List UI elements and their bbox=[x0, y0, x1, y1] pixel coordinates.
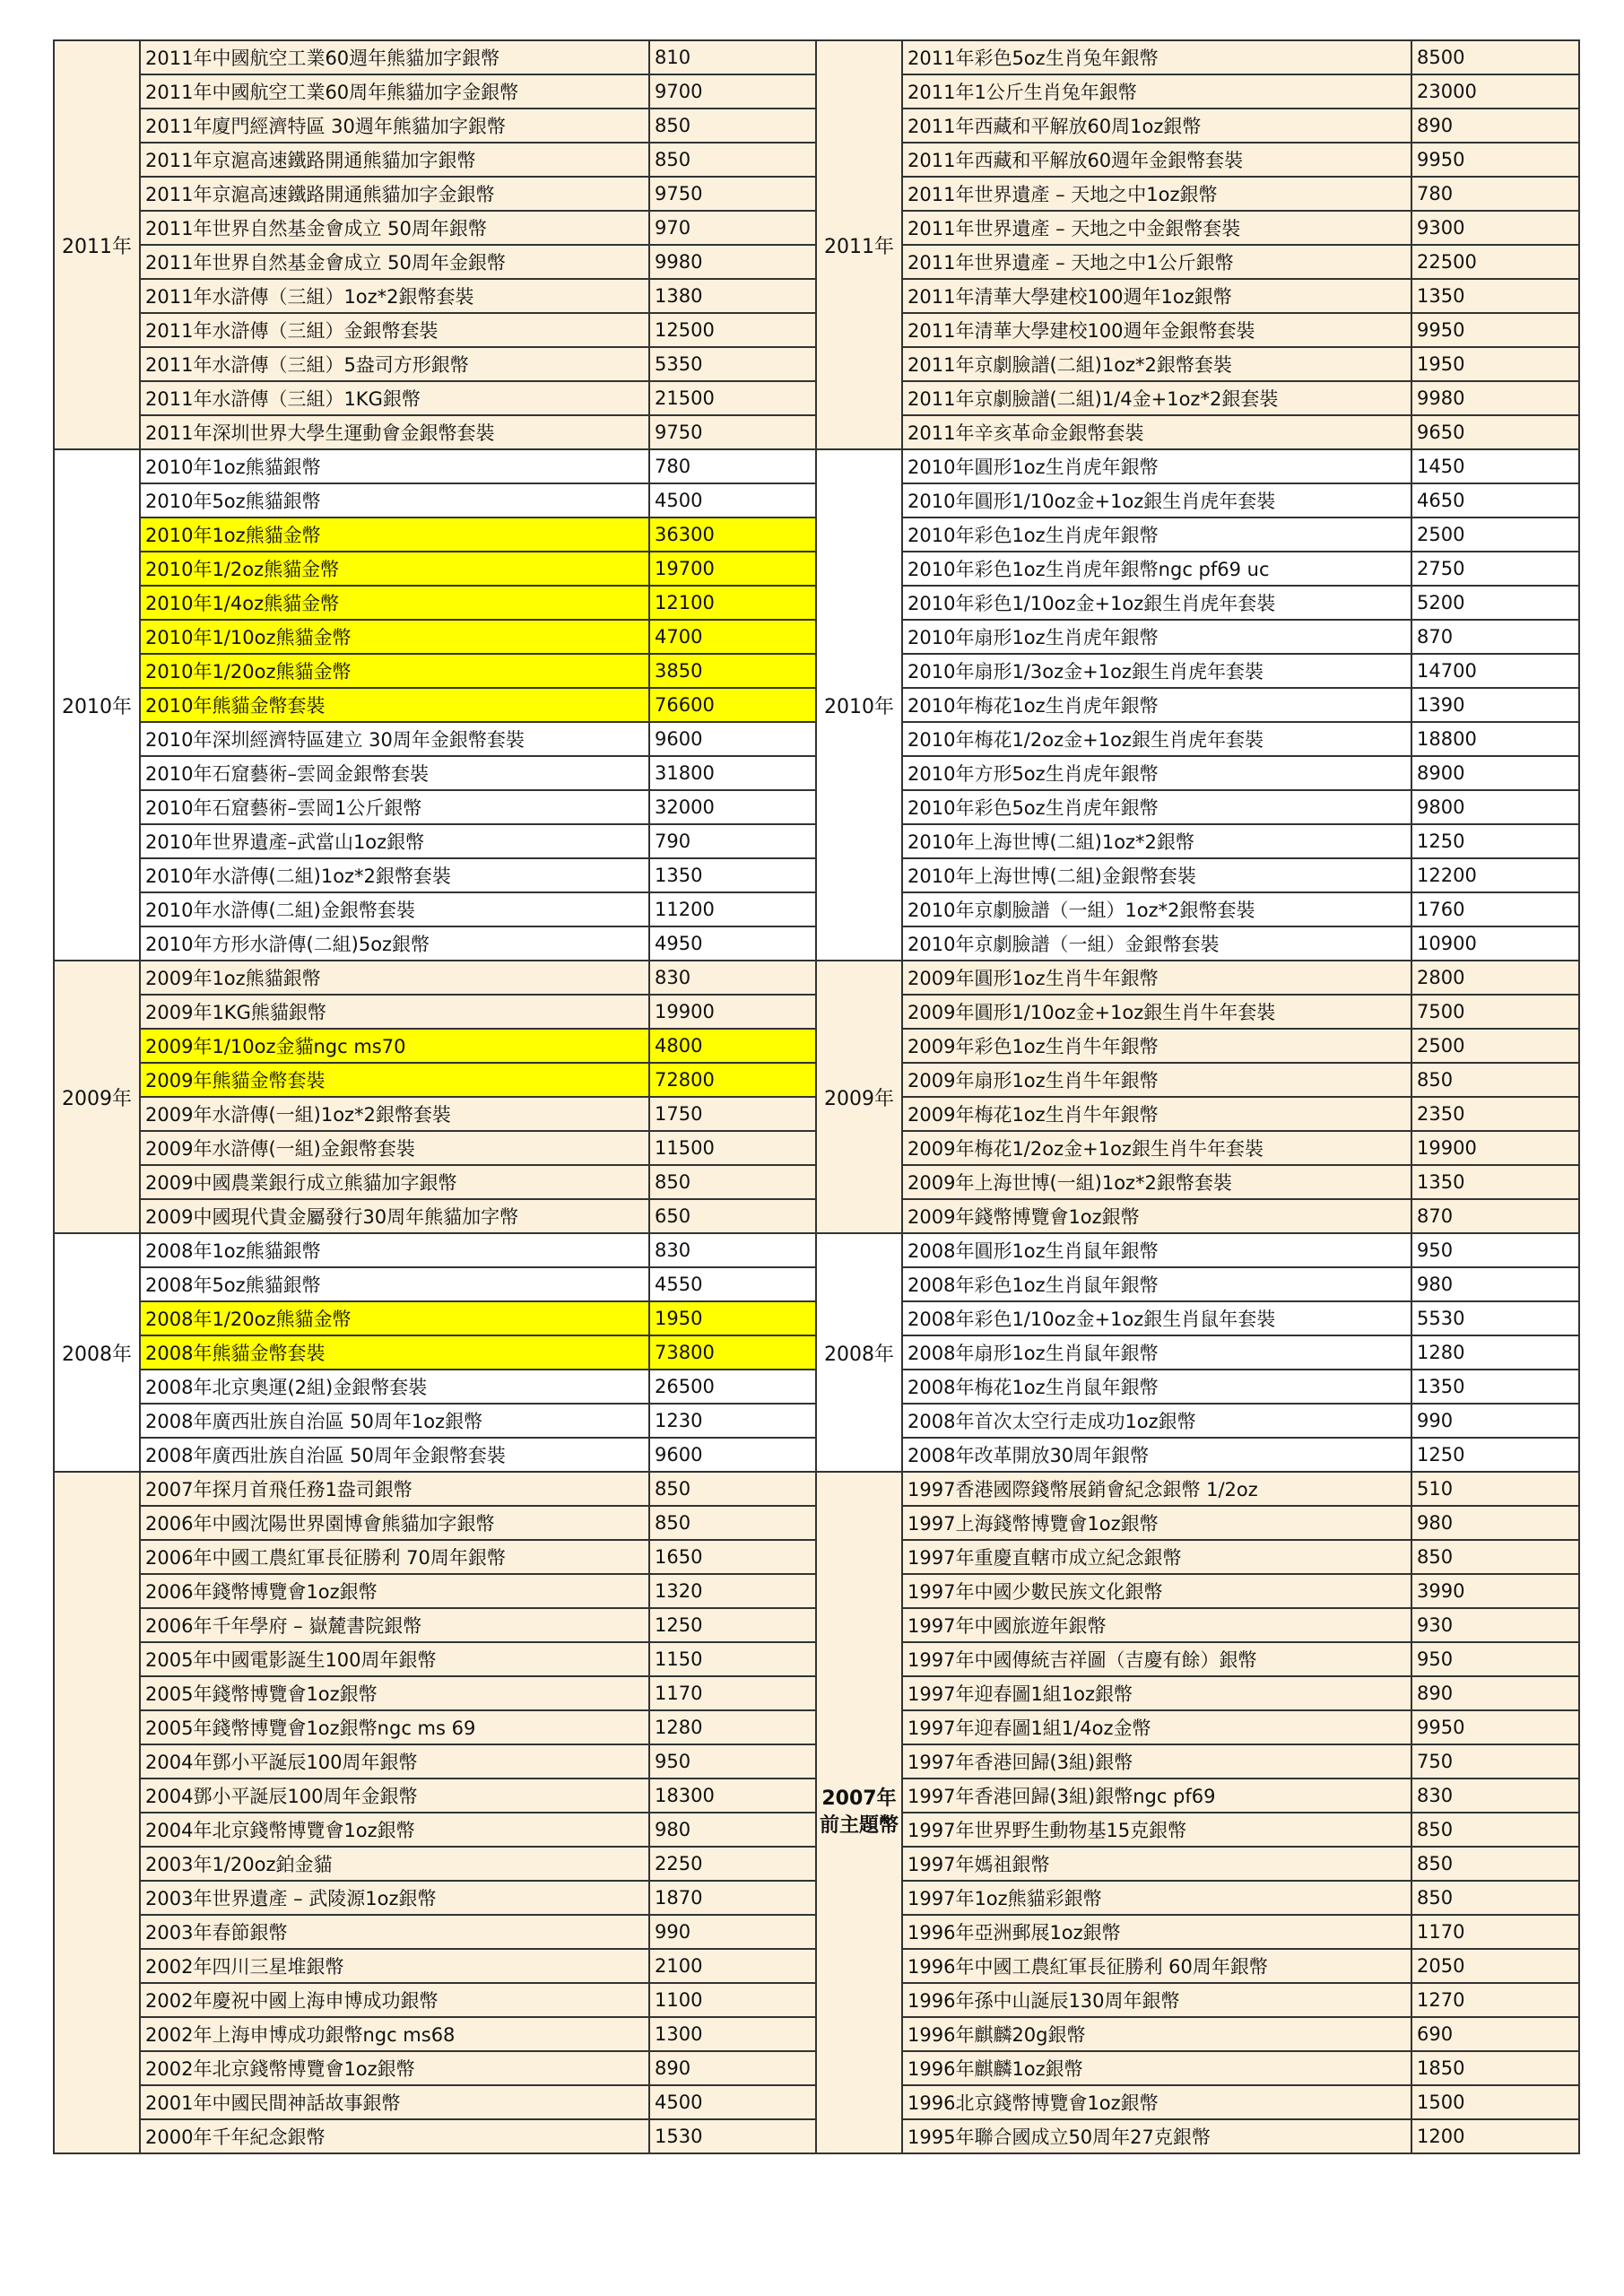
coin-name-left: 2011年中國航空工業60週年熊貓加字銀幣 bbox=[140, 40, 649, 74]
coin-name-right: 1997年香港回歸(3組)銀幣 bbox=[902, 1744, 1411, 1779]
coin-price-right: 1350 bbox=[1411, 279, 1579, 313]
coin-name-right: 2010年梅花1/2oz金+1oz銀生肖虎年套裝 bbox=[902, 722, 1411, 756]
coin-price-right: 750 bbox=[1411, 1744, 1579, 1779]
coin-price-right: 690 bbox=[1411, 2017, 1579, 2051]
coin-price-right: 2350 bbox=[1411, 1097, 1579, 1131]
coin-price-right: 2750 bbox=[1411, 552, 1579, 586]
year-label-right: 2008年 bbox=[816, 1233, 902, 1472]
coin-price-left: 11200 bbox=[649, 892, 816, 926]
coin-name-left: 2003年春節銀幣 bbox=[140, 1915, 649, 1949]
coin-price-left: 9600 bbox=[649, 722, 816, 756]
coin-price-left: 12500 bbox=[649, 313, 816, 347]
coin-name-right: 2010年扇形1oz生肖虎年銀幣 bbox=[902, 620, 1411, 654]
coin-name-left: 2011年京滬高速鐵路開通熊貓加字銀幣 bbox=[140, 143, 649, 177]
coin-price-left: 72800 bbox=[649, 1063, 816, 1097]
coin-name-right: 2009年彩色1oz生肖牛年銀幣 bbox=[902, 1029, 1411, 1063]
coin-price-left: 970 bbox=[649, 211, 816, 245]
coin-name-left: 2010年5oz熊貓銀幣 bbox=[140, 483, 649, 517]
coin-price-left: 9750 bbox=[649, 177, 816, 211]
coin-price-left: 11500 bbox=[649, 1131, 816, 1165]
coin-price-left: 3850 bbox=[649, 654, 816, 688]
coin-price-left: 9980 bbox=[649, 245, 816, 279]
coin-name-right: 2011年京劇臉譜(二組)1/4金+1oz*2銀套裝 bbox=[902, 381, 1411, 415]
coin-price-right: 890 bbox=[1411, 1676, 1579, 1710]
table-body bbox=[54, 40, 1579, 2153]
coin-price-right: 950 bbox=[1411, 1642, 1579, 1676]
coin-name-left: 2008年5oz熊貓銀幣 bbox=[140, 1267, 649, 1301]
coin-name-left: 2010年世界遺產–武當山1oz銀幣 bbox=[140, 824, 649, 858]
coin-name-left: 2010年1oz熊貓銀幣 bbox=[140, 449, 649, 483]
coin-name-right: 2009年圓形1/10oz金+1oz銀生肖牛年套裝 bbox=[902, 995, 1411, 1029]
coin-name-left: 2011年水滸傳（三組）1oz*2銀幣套裝 bbox=[140, 279, 649, 313]
coin-name-right: 1997年世界野生動物基15克銀幣 bbox=[902, 1813, 1411, 1847]
coin-name-right: 2009年扇形1oz生肖牛年銀幣 bbox=[902, 1063, 1411, 1097]
coin-price-right: 850 bbox=[1411, 1881, 1579, 1915]
year-label-left: 2009年 bbox=[54, 961, 140, 1233]
coin-name-left: 2009年1KG熊貓銀幣 bbox=[140, 995, 649, 1029]
coin-name-right: 2010年京劇臉譜（一組）1oz*2銀幣套裝 bbox=[902, 892, 1411, 926]
coin-price-right: 1270 bbox=[1411, 1983, 1579, 2017]
coin-price-left: 830 bbox=[649, 961, 816, 995]
coin-name-left: 2000年千年紀念銀幣 bbox=[140, 2119, 649, 2153]
coin-name-right: 2008年首次太空行走成功1oz銀幣 bbox=[902, 1404, 1411, 1438]
coin-name-right: 2010年京劇臉譜（一組）金銀幣套裝 bbox=[902, 926, 1411, 961]
year-label-left bbox=[54, 1472, 140, 2153]
coin-name-left: 2006年錢幣博覽會1oz銀幣 bbox=[140, 1574, 649, 1608]
coin-price-left: 1170 bbox=[649, 1676, 816, 1710]
coin-price-right: 12200 bbox=[1411, 858, 1579, 892]
coin-name-right: 2010年彩色5oz生肖虎年銀幣 bbox=[902, 790, 1411, 824]
coin-name-left: 2011年中國航空工業60周年熊貓加字金銀幣 bbox=[140, 74, 649, 109]
coin-price-right: 990 bbox=[1411, 1404, 1579, 1438]
coin-name-right: 1997年中國旅遊年銀幣 bbox=[902, 1608, 1411, 1642]
coin-price-left: 5350 bbox=[649, 347, 816, 381]
coin-name-right: 2009年梅花1oz生肖牛年銀幣 bbox=[902, 1097, 1411, 1131]
coin-price-right: 7500 bbox=[1411, 995, 1579, 1029]
coin-price-right: 2500 bbox=[1411, 517, 1579, 552]
coin-price-left: 21500 bbox=[649, 381, 816, 415]
coin-name-right: 2011年清華大學建校100週年1oz銀幣 bbox=[902, 279, 1411, 313]
coin-price-right: 830 bbox=[1411, 1779, 1579, 1813]
coin-price-right: 14700 bbox=[1411, 654, 1579, 688]
coin-price-right: 3990 bbox=[1411, 1574, 1579, 1608]
coin-name-right: 2011年1公斤生肖兔年銀幣 bbox=[902, 74, 1411, 109]
coin-name-left: 2011年水滸傳（三組）金銀幣套裝 bbox=[140, 313, 649, 347]
coin-name-right: 2009年圓形1oz生肖牛年銀幣 bbox=[902, 961, 1411, 995]
coin-price-right: 510 bbox=[1411, 1472, 1579, 1506]
coin-name-right: 1997年中國傳統吉祥圖（吉慶有餘）銀幣 bbox=[902, 1642, 1411, 1676]
coin-name-left: 2005年中國電影誕生100周年銀幣 bbox=[140, 1642, 649, 1676]
coin-price-right: 1390 bbox=[1411, 688, 1579, 722]
coin-name-right: 2011年世界遺產 – 天地之中金銀幣套裝 bbox=[902, 211, 1411, 245]
year-label-left: 2010年 bbox=[54, 449, 140, 961]
coin-price-left: 4700 bbox=[649, 620, 816, 654]
coin-name-left: 2004鄧小平誕辰100周年金銀幣 bbox=[140, 1779, 649, 1813]
coin-price-right: 1250 bbox=[1411, 1438, 1579, 1472]
coin-name-left: 2010年深圳經濟特區建立 30周年金銀幣套裝 bbox=[140, 722, 649, 756]
coin-name-right: 1997年香港回歸(3組)銀幣ngc pf69 bbox=[902, 1779, 1411, 1813]
coin-price-right: 930 bbox=[1411, 1608, 1579, 1642]
coin-price-right: 22500 bbox=[1411, 245, 1579, 279]
coin-name-right: 1995年聯合國成立50周年27克銀幣 bbox=[902, 2119, 1411, 2153]
coin-price-left: 31800 bbox=[649, 756, 816, 790]
coin-name-right: 1997年中國少數民族文化銀幣 bbox=[902, 1574, 1411, 1608]
coin-price-right: 8900 bbox=[1411, 756, 1579, 790]
coin-price-right: 23000 bbox=[1411, 74, 1579, 109]
coin-name-right: 2010年彩色1oz生肖虎年銀幣ngc pf69 uc bbox=[902, 552, 1411, 586]
coin-price-right: 1250 bbox=[1411, 824, 1579, 858]
coin-price-left: 950 bbox=[649, 1744, 816, 1779]
coin-name-left: 2009年熊貓金幣套裝 bbox=[140, 1063, 649, 1097]
coin-price-right: 9800 bbox=[1411, 790, 1579, 824]
coin-name-right: 1997年迎春圖1組1/4oz金幣 bbox=[902, 1710, 1411, 1744]
coin-name-left: 2010年1/2oz熊貓金幣 bbox=[140, 552, 649, 586]
coin-price-right: 18800 bbox=[1411, 722, 1579, 756]
coin-price-left: 36300 bbox=[649, 517, 816, 552]
coin-price-right: 1350 bbox=[1411, 1165, 1579, 1199]
coin-name-left: 2010年1/4oz熊貓金幣 bbox=[140, 586, 649, 620]
coin-price-right: 1450 bbox=[1411, 449, 1579, 483]
table-row bbox=[54, 1472, 1579, 1506]
coin-price-right: 19900 bbox=[1411, 1131, 1579, 1165]
coin-price-right: 8500 bbox=[1411, 40, 1579, 74]
coin-name-left: 2010年水滸傳(二組)金銀幣套裝 bbox=[140, 892, 649, 926]
coin-name-right: 2008年圓形1oz生肖鼠年銀幣 bbox=[902, 1233, 1411, 1267]
coin-name-right: 1997年重慶直轄市成立紀念銀幣 bbox=[902, 1540, 1411, 1574]
coin-price-left: 1380 bbox=[649, 279, 816, 313]
coin-name-left: 2010年1/10oz熊貓金幣 bbox=[140, 620, 649, 654]
coin-name-left: 2002年慶祝中國上海申博成功銀幣 bbox=[140, 1983, 649, 2017]
coin-price-left: 980 bbox=[649, 1813, 816, 1847]
coin-name-left: 2011年水滸傳（三組）1KG銀幣 bbox=[140, 381, 649, 415]
coin-price-right: 1850 bbox=[1411, 2051, 1579, 2085]
coin-name-left: 2005年錢幣博覽會1oz銀幣 bbox=[140, 1676, 649, 1710]
coin-name-left: 2010年方形水滸傳(二組)5oz銀幣 bbox=[140, 926, 649, 961]
coin-price-right: 1170 bbox=[1411, 1915, 1579, 1949]
coin-price-right: 1200 bbox=[1411, 2119, 1579, 2153]
coin-name-right: 1996年亞洲郵展1oz銀幣 bbox=[902, 1915, 1411, 1949]
year-label-right: 2011年 bbox=[816, 40, 902, 449]
coin-price-right: 5530 bbox=[1411, 1301, 1579, 1335]
coin-name-left: 2011年深圳世界大學生運動會金銀幣套裝 bbox=[140, 415, 649, 449]
coin-price-left: 1650 bbox=[649, 1540, 816, 1574]
coin-price-left: 1320 bbox=[649, 1574, 816, 1608]
table-row bbox=[54, 449, 1579, 483]
coin-price-left: 850 bbox=[649, 109, 816, 143]
coin-name-left: 2004年鄧小平誕辰100周年銀幣 bbox=[140, 1744, 649, 1779]
coin-price-left: 9750 bbox=[649, 415, 816, 449]
coin-price-right: 870 bbox=[1411, 620, 1579, 654]
coin-name-right: 1996年中國工農紅軍長征勝利 60周年銀幣 bbox=[902, 1949, 1411, 1983]
coin-name-right: 1997年迎春圖1組1oz銀幣 bbox=[902, 1676, 1411, 1710]
coin-price-left: 1950 bbox=[649, 1301, 816, 1335]
coin-name-left: 2008年北京奧運(2組)金銀幣套裝 bbox=[140, 1370, 649, 1404]
coin-price-left: 9600 bbox=[649, 1438, 816, 1472]
coin-price-right: 2800 bbox=[1411, 961, 1579, 995]
coin-price-left: 73800 bbox=[649, 1335, 816, 1370]
coin-price-left: 18300 bbox=[649, 1779, 816, 1813]
coin-name-right: 2009年梅花1/2oz金+1oz銀生肖牛年套裝 bbox=[902, 1131, 1411, 1165]
coin-name-left: 2010年1oz熊貓金幣 bbox=[140, 517, 649, 552]
coin-name-left: 2009年1/10oz金貓ngc ms70 bbox=[140, 1029, 649, 1063]
coin-name-right: 2010年方形5oz生肖虎年銀幣 bbox=[902, 756, 1411, 790]
coin-price-left: 1150 bbox=[649, 1642, 816, 1676]
coin-price-left: 1300 bbox=[649, 2017, 816, 2051]
coin-name-right: 2011年世界遺產 – 天地之中1oz銀幣 bbox=[902, 177, 1411, 211]
coin-name-right: 2011年京劇臉譜(二組)1oz*2銀幣套裝 bbox=[902, 347, 1411, 381]
coin-name-right: 2010年上海世博(二組)1oz*2銀幣 bbox=[902, 824, 1411, 858]
coin-name-right: 2008年彩色1/10oz金+1oz銀生肖鼠年套裝 bbox=[902, 1301, 1411, 1335]
coin-name-right: 2008年彩色1oz生肖鼠年銀幣 bbox=[902, 1267, 1411, 1301]
coin-name-right: 1996北京錢幣博覽會1oz銀幣 bbox=[902, 2085, 1411, 2119]
coin-name-left: 2009年水滸傳(一組)1oz*2銀幣套裝 bbox=[140, 1097, 649, 1131]
coin-price-left: 850 bbox=[649, 143, 816, 177]
coin-name-left: 2002年四川三星堆銀幣 bbox=[140, 1949, 649, 1983]
coin-price-left: 790 bbox=[649, 824, 816, 858]
coin-price-left: 26500 bbox=[649, 1370, 816, 1404]
coin-price-right: 9980 bbox=[1411, 381, 1579, 415]
coin-price-left: 810 bbox=[649, 40, 816, 74]
coin-price-left: 650 bbox=[649, 1199, 816, 1233]
coin-price-right: 9950 bbox=[1411, 1710, 1579, 1744]
coin-name-left: 2006年中國工農紅軍長征勝利 70周年銀幣 bbox=[140, 1540, 649, 1574]
coin-name-right: 1996年孫中山誕辰130周年銀幣 bbox=[902, 1983, 1411, 2017]
coin-price-table bbox=[53, 39, 1580, 2154]
coin-price-left: 1100 bbox=[649, 1983, 816, 2017]
coin-name-right: 2009年上海世博(一組)1oz*2銀幣套裝 bbox=[902, 1165, 1411, 1199]
coin-price-left: 990 bbox=[649, 1915, 816, 1949]
coin-price-right: 1280 bbox=[1411, 1335, 1579, 1370]
coin-price-left: 4550 bbox=[649, 1267, 816, 1301]
coin-name-left: 2011年水滸傳（三組）5盎司方形銀幣 bbox=[140, 347, 649, 381]
coin-name-right: 2010年彩色1/10oz金+1oz銀生肖虎年套裝 bbox=[902, 586, 1411, 620]
coin-name-left: 2003年世界遺產 – 武陵源1oz銀幣 bbox=[140, 1881, 649, 1915]
year-label-right: 2010年 bbox=[816, 449, 902, 961]
coin-name-left: 2006年千年學府 – 嶽麓書院銀幣 bbox=[140, 1608, 649, 1642]
coin-price-left: 4800 bbox=[649, 1029, 816, 1063]
coin-name-left: 2010年石窟藝術–雲岡金銀幣套裝 bbox=[140, 756, 649, 790]
coin-name-right: 2010年扇形1/3oz金+1oz銀生肖虎年套裝 bbox=[902, 654, 1411, 688]
coin-name-left: 2008年廣西壯族自治區 50周年1oz銀幣 bbox=[140, 1404, 649, 1438]
year-label-left: 2008年 bbox=[54, 1233, 140, 1472]
coin-price-left: 4500 bbox=[649, 2085, 816, 2119]
coin-name-left: 2002年上海申博成功銀幣ngc ms68 bbox=[140, 2017, 649, 2051]
coin-name-left: 2009中國現代貴金屬發行30周年熊貓加字幣 bbox=[140, 1199, 649, 1233]
coin-price-left: 12100 bbox=[649, 586, 816, 620]
coin-price-right: 950 bbox=[1411, 1233, 1579, 1267]
coin-price-right: 850 bbox=[1411, 1063, 1579, 1097]
coin-name-right: 1997年媽祖銀幣 bbox=[902, 1847, 1411, 1881]
coin-price-left: 850 bbox=[649, 1506, 816, 1540]
coin-name-right: 2010年彩色1oz生肖虎年銀幣 bbox=[902, 517, 1411, 552]
coin-price-left: 1230 bbox=[649, 1404, 816, 1438]
coin-price-left: 9700 bbox=[649, 74, 816, 109]
coin-name-right: 1996年麒麟1oz銀幣 bbox=[902, 2051, 1411, 2085]
coin-price-right: 2500 bbox=[1411, 1029, 1579, 1063]
coin-price-left: 2100 bbox=[649, 1949, 816, 1983]
coin-name-right: 2008年改革開放30周年銀幣 bbox=[902, 1438, 1411, 1472]
coin-name-right: 2010年圓形1oz生肖虎年銀幣 bbox=[902, 449, 1411, 483]
coin-name-right: 2009年錢幣博覽會1oz銀幣 bbox=[902, 1199, 1411, 1233]
coin-name-left: 2009年1oz熊貓銀幣 bbox=[140, 961, 649, 995]
coin-name-right: 1997香港國際錢幣展銷會紀念銀幣 1/2oz bbox=[902, 1472, 1411, 1506]
coin-price-right: 850 bbox=[1411, 1540, 1579, 1574]
coin-name-right: 2011年辛亥革命金銀幣套裝 bbox=[902, 415, 1411, 449]
coin-name-left: 2009年水滸傳(一組)金銀幣套裝 bbox=[140, 1131, 649, 1165]
coin-price-right: 9950 bbox=[1411, 143, 1579, 177]
coin-name-left: 2008年熊貓金幣套裝 bbox=[140, 1335, 649, 1370]
coin-price-right: 850 bbox=[1411, 1847, 1579, 1881]
coin-price-left: 1350 bbox=[649, 858, 816, 892]
coin-price-left: 830 bbox=[649, 1233, 816, 1267]
year-label-right: 2009年 bbox=[816, 961, 902, 1233]
coin-name-left: 2009中國農業銀行成立熊貓加字銀幣 bbox=[140, 1165, 649, 1199]
coin-price-right: 870 bbox=[1411, 1199, 1579, 1233]
coin-price-left: 1750 bbox=[649, 1097, 816, 1131]
coin-name-left: 2010年石窟藝術–雲岡1公斤銀幣 bbox=[140, 790, 649, 824]
coin-price-right: 4650 bbox=[1411, 483, 1579, 517]
coin-price-left: 890 bbox=[649, 2051, 816, 2085]
coin-name-left: 2006年中國沈陽世界園博會熊貓加字銀幣 bbox=[140, 1506, 649, 1540]
coin-name-right: 2011年西藏和平解放60周1oz銀幣 bbox=[902, 109, 1411, 143]
coin-price-left: 19900 bbox=[649, 995, 816, 1029]
table-row bbox=[54, 1233, 1579, 1267]
coin-name-left: 2008年1oz熊貓銀幣 bbox=[140, 1233, 649, 1267]
coin-name-right: 2010年上海世博(二組)金銀幣套裝 bbox=[902, 858, 1411, 892]
coin-name-right: 2011年西藏和平解放60週年金銀幣套裝 bbox=[902, 143, 1411, 177]
coin-price-right: 1760 bbox=[1411, 892, 1579, 926]
coin-name-right: 1997年1oz熊貓彩銀幣 bbox=[902, 1881, 1411, 1915]
coin-price-right: 9300 bbox=[1411, 211, 1579, 245]
coin-price-right: 980 bbox=[1411, 1267, 1579, 1301]
coin-price-left: 4950 bbox=[649, 926, 816, 961]
coin-price-right: 10900 bbox=[1411, 926, 1579, 961]
coin-price-left: 850 bbox=[649, 1472, 816, 1506]
table-row bbox=[54, 40, 1579, 74]
coin-name-right: 1996年麒麟20g銀幣 bbox=[902, 2017, 1411, 2051]
coin-price-left: 850 bbox=[649, 1165, 816, 1199]
coin-name-left: 2010年水滸傳(二組)1oz*2銀幣套裝 bbox=[140, 858, 649, 892]
coin-name-left: 2010年熊貓金幣套裝 bbox=[140, 688, 649, 722]
coin-price-right: 9950 bbox=[1411, 313, 1579, 347]
coin-name-right: 2008年扇形1oz生肖鼠年銀幣 bbox=[902, 1335, 1411, 1370]
coin-price-right: 5200 bbox=[1411, 586, 1579, 620]
coin-name-left: 2011年京滬高速鐵路開通熊貓加字金銀幣 bbox=[140, 177, 649, 211]
coin-price-left: 4500 bbox=[649, 483, 816, 517]
coin-price-left: 1250 bbox=[649, 1608, 816, 1642]
coin-name-right: 1997上海錢幣博覽會1oz銀幣 bbox=[902, 1506, 1411, 1540]
coin-name-left: 2005年錢幣博覽會1oz銀幣ngc ms 69 bbox=[140, 1710, 649, 1744]
coin-price-right: 890 bbox=[1411, 109, 1579, 143]
year-label-left: 2011年 bbox=[54, 40, 140, 449]
coin-name-right: 2010年圓形1/10oz金+1oz銀生肖虎年套裝 bbox=[902, 483, 1411, 517]
coin-price-right: 780 bbox=[1411, 177, 1579, 211]
coin-name-left: 2008年廣西壯族自治區 50周年金銀幣套裝 bbox=[140, 1438, 649, 1472]
coin-price-left: 32000 bbox=[649, 790, 816, 824]
coin-name-left: 2008年1/20oz熊貓金幣 bbox=[140, 1301, 649, 1335]
coin-name-left: 2003年1/20oz鉑金貓 bbox=[140, 1847, 649, 1881]
coin-name-left: 2011年世界自然基金會成立 50周年金銀幣 bbox=[140, 245, 649, 279]
coin-name-left: 2011年廈門經濟特區 30週年熊貓加字銀幣 bbox=[140, 109, 649, 143]
coin-name-right: 2008年梅花1oz生肖鼠年銀幣 bbox=[902, 1370, 1411, 1404]
coin-name-left: 2011年世界自然基金會成立 50周年銀幣 bbox=[140, 211, 649, 245]
coin-name-right: 2011年世界遺產 – 天地之中1公斤銀幣 bbox=[902, 245, 1411, 279]
coin-name-right: 2011年清華大學建校100週年金銀幣套裝 bbox=[902, 313, 1411, 347]
coin-price-left: 780 bbox=[649, 449, 816, 483]
coin-price-right: 980 bbox=[1411, 1506, 1579, 1540]
coin-price-right: 2050 bbox=[1411, 1949, 1579, 1983]
coin-name-right: 2011年彩色5oz生肖兔年銀幣 bbox=[902, 40, 1411, 74]
coin-name-left: 2004年北京錢幣博覽會1oz銀幣 bbox=[140, 1813, 649, 1847]
coin-price-left: 1870 bbox=[649, 1881, 816, 1915]
coin-price-right: 1950 bbox=[1411, 347, 1579, 381]
year-label-right: 2007年 前主題幣 bbox=[816, 1472, 902, 2153]
coin-price-right: 1350 bbox=[1411, 1370, 1579, 1404]
coin-price-right: 9650 bbox=[1411, 415, 1579, 449]
coin-name-left: 2007年探月首飛任務1盎司銀幣 bbox=[140, 1472, 649, 1506]
coin-name-right: 2010年梅花1oz生肖虎年銀幣 bbox=[902, 688, 1411, 722]
coin-price-left: 1530 bbox=[649, 2119, 816, 2153]
coin-price-left: 19700 bbox=[649, 552, 816, 586]
coin-price-right: 850 bbox=[1411, 1813, 1579, 1847]
coin-name-left: 2002年北京錢幣博覽會1oz銀幣 bbox=[140, 2051, 649, 2085]
table-row bbox=[54, 961, 1579, 995]
coin-price-left: 2250 bbox=[649, 1847, 816, 1881]
coin-price-right: 1500 bbox=[1411, 2085, 1579, 2119]
coin-price-left: 76600 bbox=[649, 688, 816, 722]
coin-price-left: 1280 bbox=[649, 1710, 816, 1744]
coin-name-left: 2010年1/20oz熊貓金幣 bbox=[140, 654, 649, 688]
coin-name-left: 2001年中國民間神話故事銀幣 bbox=[140, 2085, 649, 2119]
